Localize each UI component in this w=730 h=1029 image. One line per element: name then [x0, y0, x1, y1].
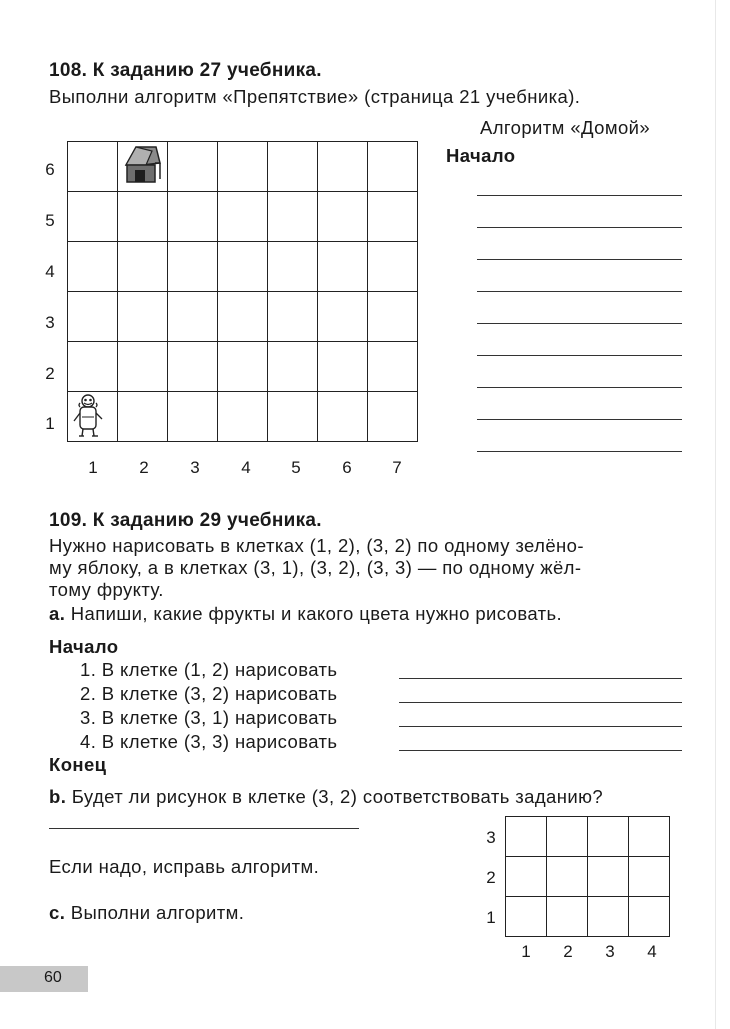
grid-cell — [268, 192, 318, 242]
col-label: 3 — [605, 942, 615, 961]
grid-cell — [68, 192, 118, 242]
grid-cell — [118, 292, 168, 342]
house-icon — [120, 143, 164, 187]
grid-cell — [368, 142, 418, 192]
answer-line[interactable] — [477, 323, 682, 324]
task-108-instruction: Выполни алгоритм «Препятствие» (страница 21 учебника). — [49, 86, 581, 107]
grid-cell — [218, 242, 268, 292]
grid-cell — [168, 142, 218, 192]
grid-cell — [318, 392, 368, 442]
grid-cell — [318, 342, 368, 392]
grid-cell — [118, 392, 168, 442]
grid-cell[interactable] — [629, 897, 670, 937]
grid-cell — [168, 292, 218, 342]
answer-line[interactable] — [399, 750, 682, 751]
answer-line[interactable] — [399, 702, 682, 703]
col-label: 3 — [190, 458, 200, 477]
grid-cell — [218, 142, 268, 192]
grid-row — [68, 142, 418, 192]
grid-cell — [318, 242, 368, 292]
grid-cell[interactable] — [588, 897, 629, 937]
grid-row — [68, 292, 418, 342]
task-108-title: 108. К заданию 27 учебника. — [49, 60, 322, 81]
grid-cell[interactable] — [506, 817, 547, 857]
grid-cell — [318, 292, 368, 342]
row-label: 3 — [486, 828, 496, 847]
answer-line[interactable] — [477, 451, 682, 452]
page-fold — [715, 0, 716, 1029]
part-c-text: Выполни алгоритм. — [70, 902, 245, 923]
col-label: 7 — [392, 458, 402, 477]
grid-row — [68, 392, 418, 442]
answer-line[interactable] — [477, 355, 682, 356]
col-label: 2 — [139, 458, 149, 477]
obstacle-grid — [67, 141, 418, 442]
answer-line[interactable] — [477, 419, 682, 420]
grid-cell — [268, 342, 318, 392]
answer-line[interactable] — [477, 259, 682, 260]
grid-cell[interactable] — [588, 857, 629, 897]
answer-line[interactable] — [49, 828, 359, 829]
page-number: 60 — [44, 969, 62, 986]
grid-row — [506, 897, 670, 937]
grid-cell — [118, 142, 168, 192]
part-b-letter: b. — [49, 786, 67, 807]
grid-cell[interactable] — [588, 817, 629, 857]
grid-row — [506, 857, 670, 897]
robot-icon — [70, 393, 114, 439]
grid-cell — [218, 392, 268, 442]
answer-line[interactable] — [477, 227, 682, 228]
grid-cell[interactable] — [547, 897, 588, 937]
grid-cell — [368, 192, 418, 242]
step-text: 4. В клетке (3, 3) нарисовать — [80, 731, 338, 752]
grid-cell[interactable] — [629, 857, 670, 897]
step-text: 2. В клетке (3, 2) нарисовать — [80, 683, 338, 704]
grid-cell[interactable] — [547, 817, 588, 857]
col-label: 4 — [241, 458, 251, 477]
grid-cell — [68, 142, 118, 192]
grid-cell — [268, 242, 318, 292]
steps-start-label: Начало — [49, 636, 119, 657]
col-label: 2 — [563, 942, 573, 961]
grid-cell[interactable] — [547, 857, 588, 897]
fix-text: Если надо, исправь алгоритм. — [49, 856, 320, 877]
grid-cell — [218, 192, 268, 242]
grid-cell — [168, 342, 218, 392]
grid-row — [68, 342, 418, 392]
part-c — [49, 902, 244, 924]
grid-cell — [68, 242, 118, 292]
grid-cell — [368, 342, 418, 392]
row-label: 5 — [45, 211, 55, 230]
grid-cell — [118, 242, 168, 292]
task-109-title: 109. К заданию 29 учебника. — [49, 510, 322, 531]
grid-cell — [268, 392, 318, 442]
algorithm-title: Алгоритм «Домой» — [480, 117, 651, 138]
task-109-text-line: Нужно нарисовать в клетках (1, 2), (3, 2) по одному зелёно- — [49, 535, 584, 556]
row-label: 1 — [486, 908, 496, 927]
step-text: 3. В клетке (3, 1) нарисовать — [80, 707, 338, 728]
grid-cell[interactable] — [506, 857, 547, 897]
row-label: 2 — [45, 364, 55, 383]
grid-row — [506, 817, 670, 857]
grid-cell — [218, 342, 268, 392]
grid-cell — [368, 242, 418, 292]
row-label: 2 — [486, 868, 496, 887]
grid-row — [68, 242, 418, 292]
col-label: 6 — [342, 458, 352, 477]
grid-cell — [118, 342, 168, 392]
row-label: 3 — [45, 313, 55, 332]
grid-cell — [168, 242, 218, 292]
answer-line[interactable] — [399, 678, 682, 679]
grid-cell — [168, 192, 218, 242]
grid-cell — [268, 292, 318, 342]
part-c-letter: c. — [49, 902, 66, 923]
answer-line[interactable] — [477, 291, 682, 292]
grid-cell[interactable] — [629, 817, 670, 857]
grid-cell — [68, 342, 118, 392]
grid-cell — [368, 392, 418, 442]
grid-cell — [68, 392, 118, 442]
grid-row — [68, 192, 418, 242]
answer-line[interactable] — [477, 387, 682, 388]
step-text: 1. В клетке (1, 2) нарисовать — [80, 659, 338, 680]
col-label: 5 — [291, 458, 301, 477]
part-b — [49, 786, 603, 808]
grid-cell — [118, 192, 168, 242]
part-a-letter: а. — [49, 603, 66, 624]
answer-line[interactable] — [477, 195, 682, 196]
task-109-text-line: му яблоку, а в клетках (3, 1), (3, 2), (3, 3) — по одному жёл- — [49, 557, 582, 578]
grid-cell[interactable] — [506, 897, 547, 937]
part-a — [49, 603, 562, 625]
grid-cell — [368, 292, 418, 342]
row-label: 6 — [45, 160, 55, 179]
col-label: 1 — [521, 942, 531, 961]
algorithm-start-label: Начало — [446, 145, 516, 166]
col-label: 1 — [88, 458, 98, 477]
fruit-grid — [505, 816, 670, 937]
task-109-text-line: тому фрукту. — [49, 579, 164, 600]
part-b-text: Будет ли рисунок в клетке (3, 2) соответствовать заданию? — [71, 786, 604, 807]
grid-cell — [68, 292, 118, 342]
answer-line[interactable] — [399, 726, 682, 727]
grid-cell — [318, 142, 368, 192]
grid-cell — [168, 392, 218, 442]
part-a-text: Напиши, какие фрукты и какого цвета нужно рисовать. — [70, 603, 563, 624]
row-label: 4 — [45, 262, 55, 281]
grid-cell — [218, 292, 268, 342]
grid-cell — [268, 142, 318, 192]
grid-cell — [318, 192, 368, 242]
col-label: 4 — [647, 942, 657, 961]
row-label: 1 — [45, 414, 55, 433]
steps-end-label: Конец — [49, 754, 107, 775]
